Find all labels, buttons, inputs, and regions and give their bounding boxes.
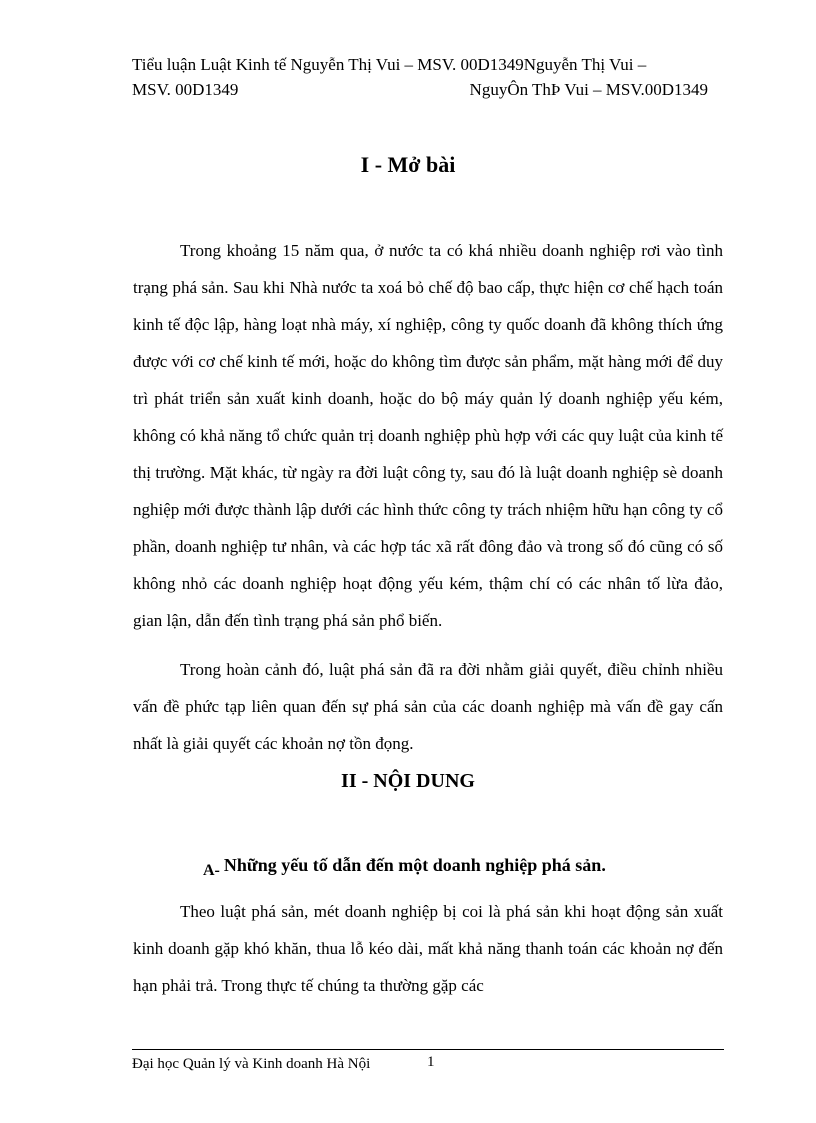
header-line-2 [132, 77, 708, 102]
subsection-title: Những yếu tố dẫn đến một doanh nghiệp phá sản. [223, 855, 606, 875]
footer-divider [132, 1049, 724, 1050]
subsection-marker: A- [203, 862, 220, 879]
footer-institution: Đại học Quản lý và Kinh doanh Hà Nội [132, 1056, 371, 1072]
header-line-1: Tiểu luận Luật Kinh tế Nguyễn Thị Vui – MSV. 00D1349Nguyễn Thị Vui – [132, 55, 647, 74]
paragraph-text: Theo luật phá sản, mét doanh nghiệp bị coi là phá sản khi hoạt động sản xuất kinh doanh gặp khó khăn, thua lỗ kéo dài, mất khả năng thanh toán các khoản nợ đến hạn phải trả. Trong thực tế chúng ta thường gặp các [133, 902, 723, 995]
section-1-paragraph-1 [133, 232, 723, 639]
page-number: 1 [427, 1054, 435, 1070]
section-2-heading: II - NỘI DUNG [341, 770, 475, 792]
section-2-paragraph-1 [133, 893, 723, 1004]
header-line-2-right: NguyÔn ThÞ Vui – MSV.00D1349 [469, 80, 708, 99]
header-line-2-left: MSV. 00D1349 [132, 80, 239, 99]
paragraph-text: Trong hoàn cảnh đó, luật phá sản đã ra đời nhằm giải quyết, điều chỉnh nhiều vấn đề phức tạp liên quan đến sự phá sản của các doanh nghiệp mà vấn đề gay cấn nhất là giải quyết các khoản nợ tồn đọng. [133, 660, 723, 753]
page-header [132, 52, 708, 102]
subsection-a-heading [203, 852, 606, 880]
paragraph-text: Trong khoảng 15 năm qua, ở nước ta có khá nhiều doanh nghiệp rơi vào tình trạng phá sản. Sau khi Nhà nước ta xoá bỏ chế độ bao cấp, thực hiện cơ chế hạch toán kinh tế độc lập, hàng loạt nhà máy, xí nghiệp, công ty quốc doanh đã không thích ứng được với cơ chế kinh tế mới, hoặc do không tìm được sản phẩm, mặt hàng mới để duy trì phát triển sản xuất kinh doanh, hoặc do bộ máy quản lý doanh nghiệp yếu kém, không có khả năng tổ chức quản trị doanh nghiệp phù hợp với các quy luật của kinh tế thị trường. Mặt khác, từ ngày ra đời luật công ty, sau đó là luật doanh nghiệp sè doanh nghiệp mới được thành lập dưới các hình thức công ty trách nhiệm hữu hạn công ty cổ phần, doanh nghiệp tư nhân, và các hợp tác xã rất đông đảo và trong số đó cũng có số không nhỏ các doanh nghiệp hoạt động yếu kém, thậm chí có các nhân tố lừa đảo, gian lận, dẫn đến tình trạng phá sản phổ biến. [133, 241, 723, 630]
section-1-heading: I - Mở bài [360, 152, 456, 177]
section-1-paragraph-2 [133, 651, 723, 762]
